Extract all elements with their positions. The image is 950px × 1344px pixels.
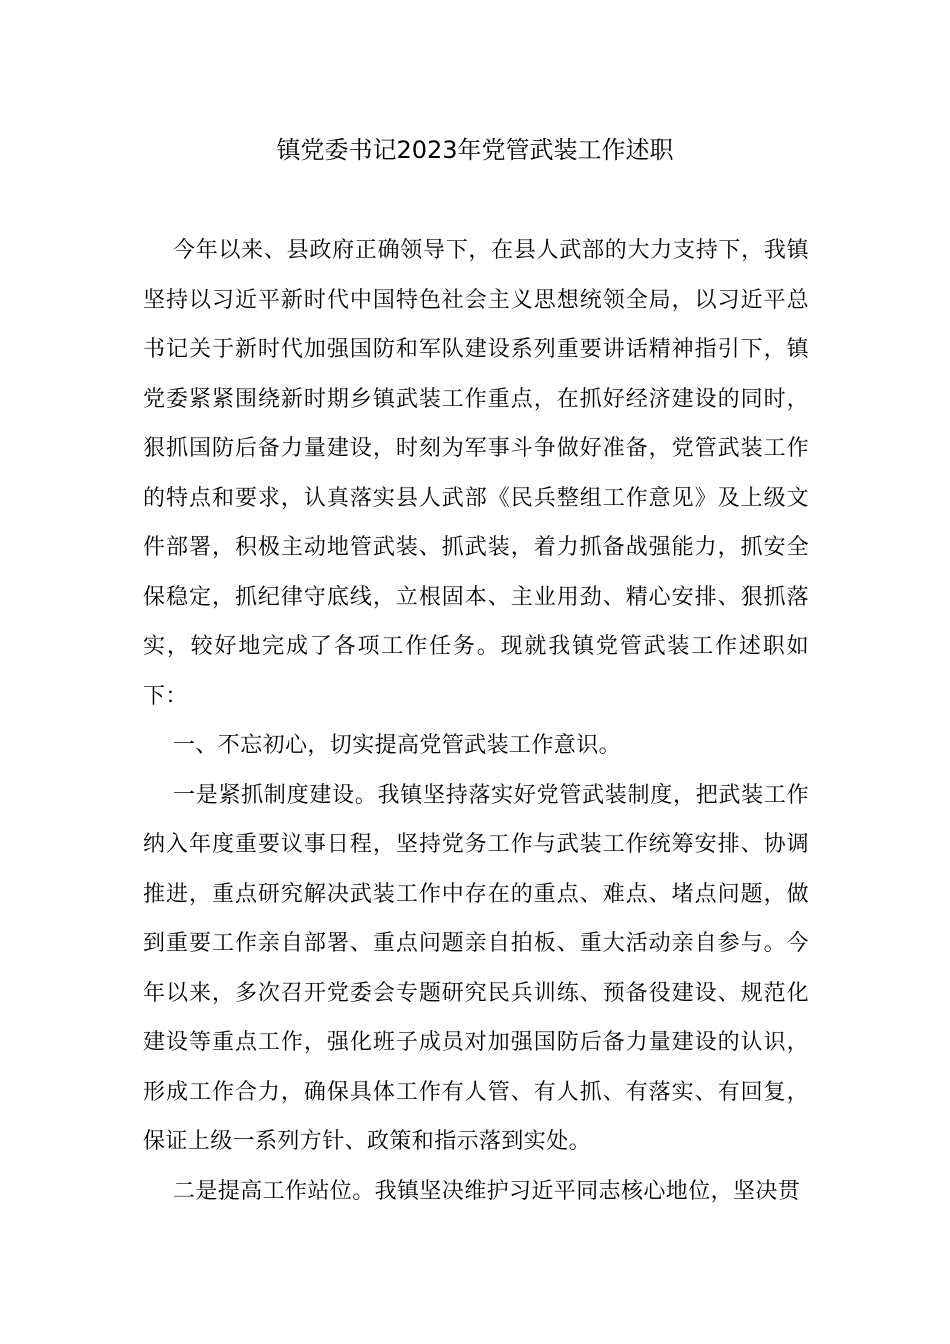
paragraph-work-position: 二是提高工作站位。我镇坚决维护习近平同志核心地位，坚决贯: [173, 1178, 801, 1204]
paragraph-intro: 今年以来、县政府正确领导下，在县人武部的大力支持下，我镇坚持以习近平新时代中国特色社会主义思想统领全局，以习近平总书记关于新时代加强国防和军队建设系列重要讲话精神指引下，镇党委紧紧围绕新时期乡镇武装工作重点，在抓好经济建设的同时，狠抓国防后备力量建设，时刻为军事斗争做好准备，党管武装工作的特点和要求，认真落实县人武部《民兵整组工作意见》及上级文件部署，积极主动地管武装、抓武装，着力抓备战强能力，抓安全保稳定，抓纪律守底线，立根固本、主业用劲、精心安排、狠抓落实，较好地完成了各项工作任务。现就我镇党管武装工作述职如下：: [143, 238, 809, 709]
section-heading-1: 一、不忘初心，切实提高党管武装工作意识。: [173, 733, 622, 758]
document-title: 镇党委书记2023年党管武装工作述职: [276, 136, 674, 164]
paragraph-institution-building: 一是紧抓制度建设。我镇坚持落实好党管武装制度，把武装工作纳入年度重要议事日程，坚持党务工作与武装工作统筹安排、协调推进，重点研究解决武装工作中存在的重点、难点、堵点问题，做到重要工作亲自部署、重点问题亲自拍板、重大活动亲自参与。今年以来，多次召开党委会专题研究民兵训练、预备役建设、规范化建设等重点工作，强化班子成员对加强国防后备力量建设的认识，形成工作合力，确保具体工作有人管、有人抓、有落实、有回复，保证上级一系列方针、政策和指示落到实处。: [143, 782, 809, 1154]
document-body: [143, 226, 809, 1216]
